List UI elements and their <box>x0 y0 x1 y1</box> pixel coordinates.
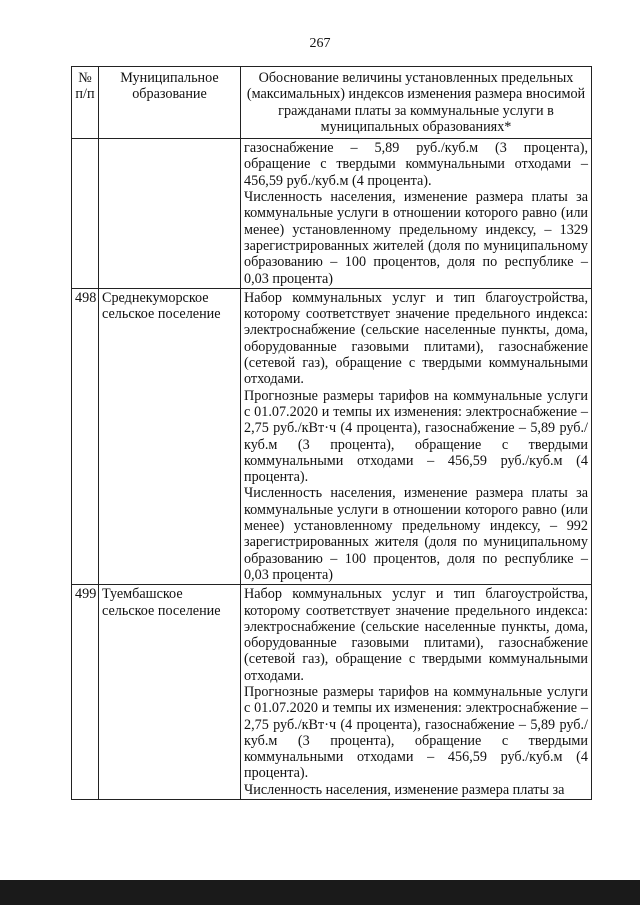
paragraph: Численность населения, изменение размера платы за <box>244 781 565 798</box>
row-number: 498 <box>72 288 99 584</box>
row-number: 499 <box>72 585 99 800</box>
tariff-justification-table <box>71 66 592 800</box>
row-justification <box>241 585 592 800</box>
row-justification <box>241 139 592 289</box>
header-num: № п/п <box>72 67 99 139</box>
paragraph: Численность населения, изменение размера платы за коммунальные услуги в отношении которого равно (или менее) установленному предельному индексу, – 1329 зарегистрированных жителей (доля по муниципальному образованию – 100 процентов, доля по республике – 0,03 процента) <box>244 189 588 287</box>
paragraph: Набор коммунальных услуг и тип благоустройства, которому соответствует значение предельного индекса: электроснабжение (сельские населенные пункты, дома, оборудованные газовыми плитами), газоснабжение (сетевой газ), обращение с твердыми коммунальными отходами. <box>244 289 588 388</box>
paragraph: Прогнозные размеры тарифов на коммунальные услуги с 01.07.2020 и темпы их изменения: электроснабжение – 2,75 руб./кВт·ч (4 процента), газоснабжение – 5,89 руб./куб.м (3 процента), обращение с твердыми коммунальными отходами – 456,59 руб./куб.м (4 процента). <box>244 387 588 486</box>
scan-bottom-edge <box>0 880 640 905</box>
page-number: 267 <box>309 36 331 51</box>
paragraph: газоснабжение – 5,89 руб./куб.м (3 процента), обращение с твердыми коммунальными отходами – 456,59 руб./куб.м (4 процента). <box>244 140 588 189</box>
table-row <box>72 585 592 800</box>
row-municipality: Среднекуморское сельское поселение <box>99 288 241 584</box>
table-row <box>72 288 592 584</box>
paragraph: Прогнозные размеры тарифов на коммунальные услуги с 01.07.2020 и темпы их изменения: электроснабжение – 2,75 руб./кВт·ч (4 процента), газоснабжение – 5,89 руб./куб.м (3 процента), обращение с твердыми коммунальными отходами – 456,59 руб./куб.м (4 процента). <box>244 683 588 782</box>
paragraph: Численность населения, изменение размера платы за коммунальные услуги в отношении которого равно (или менее) установленному предельному индексу, – 992 зарегистрированных жителя (доля по муниципальному образованию – 100 процентов, доля по республике – 0,03 процента) <box>244 485 588 583</box>
table-row <box>72 139 592 289</box>
row-municipality <box>99 139 241 289</box>
header-municipality: Муниципальное образование <box>99 67 241 139</box>
header-justification: Обоснование величины установленных предельных (максимальных) индексов изменения размера вносимой гражданами платы за коммунальные услуги в муниципальных образованиях* <box>241 67 592 139</box>
row-municipality: Туембашское сельское поселение <box>99 585 241 800</box>
paragraph: Набор коммунальных услуг и тип благоустройства, которому соответствует значение предельного индекса: электроснабжение (сельские населенные пункты, дома, оборудованные газовыми плитами), газоснабжение (сетевой газ), обращение с твердыми коммунальными отходами. <box>244 586 588 684</box>
row-justification <box>241 288 592 584</box>
row-number <box>72 139 99 289</box>
table-header-row <box>72 67 592 139</box>
